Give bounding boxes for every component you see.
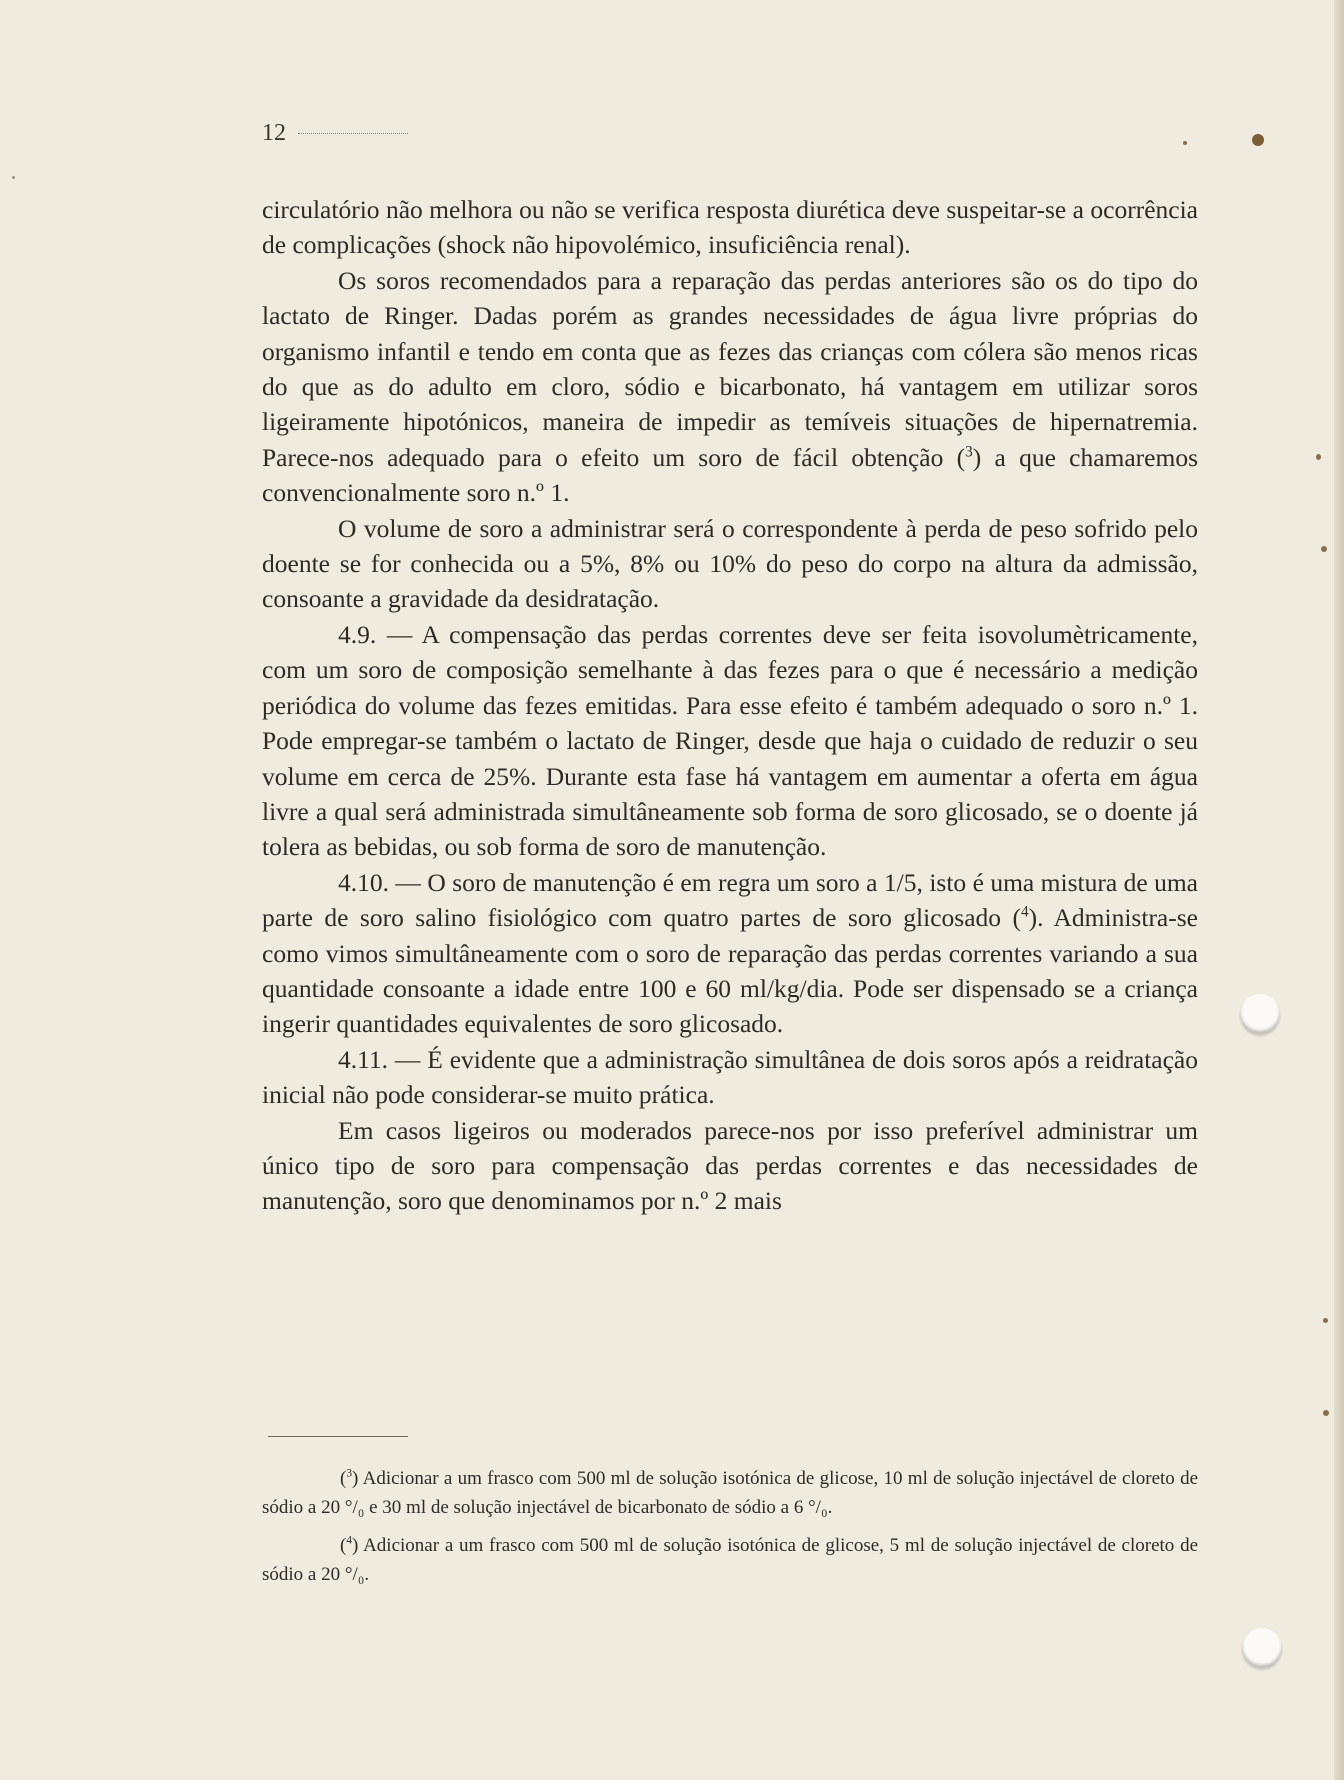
- page-edge: [1334, 0, 1344, 1780]
- header-rule: [298, 133, 408, 134]
- paragraph: 4.9. — A compensação das perdas correntes deve ser feita isovolumètricamente, com um soro de composição semelhante à das fezes para o que é necessário a medição periódica do volume das fezes emitidas. Para esse efeito é também adequado o soro n.º 1. Pode empregar-se também o lactato de Ringer, desde que haja o cuidado de reduzir o seu volume em cerca de 25%. Durante esta fase há vantagem em aumentar a oferta em água livre a qual será administrada simultâneamente sob forma de soro glicosado, se o doente já tolera as bebidas, ou sob forma de soro de manutenção.: [262, 619, 1198, 862]
- page-number: 12: [262, 120, 286, 146]
- binder-hole: [1242, 1628, 1282, 1668]
- paper-speck: [1183, 141, 1187, 145]
- footnote: ($^3$) Adicionar a um frasco com 500 ml de solução isotónica de glicose, 10 ml de solução injectável de cloreto de sódio a 20 °/₀ e 30 ml de solução injectável de bicarbonato de sódio a 6 °/₀.: [262, 1467, 1199, 1518]
- footnote-mark: 4: [346, 1534, 353, 1547]
- paragraph-text: ) a que chamaremos convencionalmente soro n.º 1.: [262, 442, 1198, 508]
- paragraph: 4.11. — É evidente que a administração simultânea de dois soros após a reidratação inicial não pode considerar-se muito prática.: [262, 1044, 1198, 1110]
- paragraph: [262, 263, 1198, 511]
- page-header: [262, 120, 408, 147]
- paragraph: O volume de soro a administrar será o correspondente à perda de peso sofrido pelo doente se for conhecida ou a 5%, 8% ou 10% do peso do corpo na altura da admissão, consoante a gravidade da desidratação.: [262, 513, 1198, 614]
- paragraph-text: 4.10. — O soro de manutenção é em regra um soro a 1/5, isto é uma mistura de uma parte de soro salino fisiológico com quatro partes de soro glicosado (: [262, 867, 1198, 933]
- paragraph: [262, 865, 1198, 1042]
- footnote-ref: 3: [965, 443, 973, 461]
- footnote-text: Adicionar a um frasco com 500 ml de solução isotónica de glicose, 10 ml de solução injectável de cloreto de sódio a 20 °/₀ e 30 ml de solução injectável de bicarbonato de sódio a 6 °/₀.: [262, 1468, 1199, 1518]
- paper-speck: [1252, 134, 1264, 146]
- footnote-ref: 4: [1020, 903, 1029, 921]
- footnotes: [262, 1464, 1198, 1598]
- paragraph-text: Os soros recomendados para a reparação das perdas anteriores são os do tipo do lactato de Ringer. Dadas porém as grandes necessidades de água livre próprias do organismo infantil e tendo em conta que as fezes das crianças com cólera são menos ricas do que as do adulto em cloro, sódio e bicarbonato, há vantagem em utilizar soros ligeiramente hipotónicos, maneira de impedir as temíveis situações de hipernatremia. Parece-nos adequado para o efeito um soro de fácil obtenção (: [262, 265, 1198, 472]
- binder-hole: [1240, 994, 1280, 1034]
- paper-speck: [12, 176, 15, 179]
- paper-speck: [1323, 1410, 1329, 1416]
- paragraph-text: ). Administra-se como vimos simultâneamente com o soro de reparação das perdas correntes variando a sua quantidade consoante a idade entre 100 e 60 ml/kg/dia. Pode ser dispensado se a criança ingerir quantidades equivalentes de soro glicosado.: [262, 903, 1198, 1039]
- paper-speck: [1316, 454, 1321, 460]
- paper-speck: [1323, 1318, 1328, 1323]
- footnote-divider: [268, 1436, 408, 1437]
- paragraph: Em casos ligeiros ou moderados parece-nos por isso preferível administrar um único tipo de soro para compensação das perdas correntes e das necessidades de manutenção, soro que denominamos por n.º 2 mais: [262, 1115, 1198, 1216]
- paper-speck: [1321, 546, 1327, 552]
- footnote-text: Adicionar a um frasco com 500 ml de solução isotónica de glicose, 5 ml de solução injectável de cloreto de sódio a 20 °/₀.: [262, 1535, 1198, 1585]
- footnote-mark: 3: [346, 1467, 353, 1480]
- body-text: [262, 192, 1198, 1219]
- paragraph: circulatório não melhora ou não se verifica resposta diurética deve suspeitar-se a ocorrência de complicações (shock não hipovolémico, insuficiência renal).: [262, 195, 1198, 260]
- footnote: ($^4$) Adicionar a um frasco com 500 ml de solução isotónica de glicose, 5 ml de solução injectável de cloreto de sódio a 20 °/₀.: [262, 1534, 1198, 1585]
